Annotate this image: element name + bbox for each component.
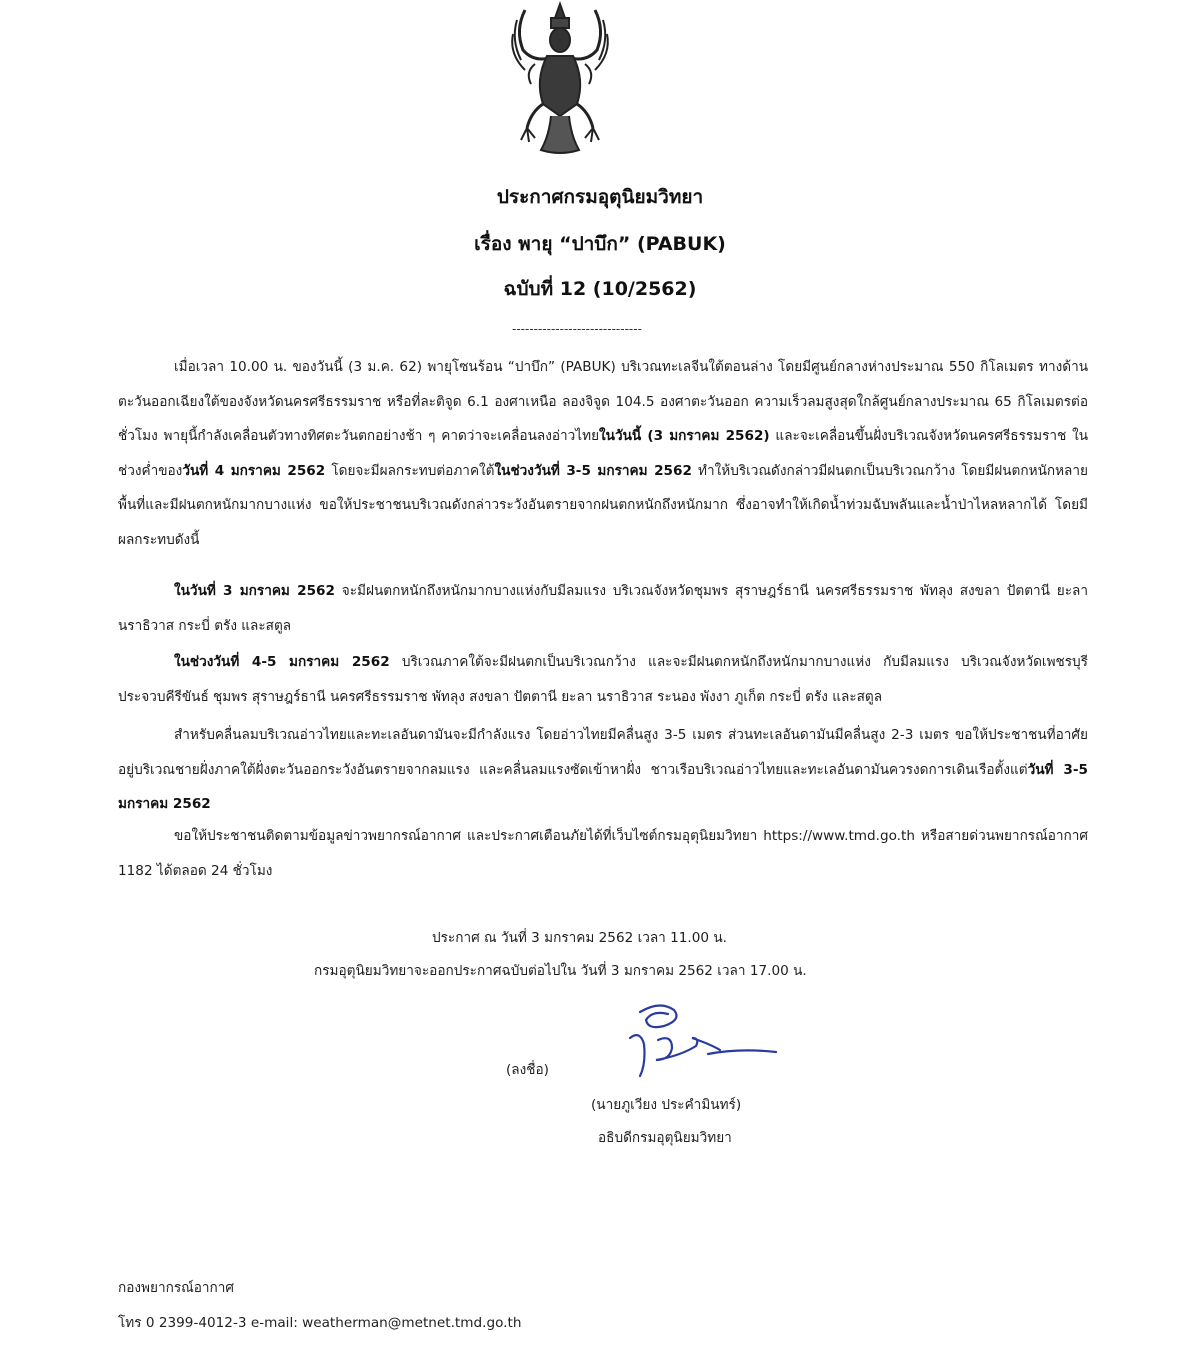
bold-segment: วันที่ 3-5 มกราคม 2562: [118, 761, 1088, 812]
text-segment: บริเวณภาคใต้จะมีฝนตกเป็นบริเวณกว้าง และจะมีฝนตกหนักถึงหนักมากบางแห่ง กับมีลมแรง บริเวณจังหวัดเพชรบุรี ประจวบคีรีขันธ์ ชุมพร สุราษฎร์ธานี นครศรีธรรมราช พัทลุง สงขลา ปัตตานี ยะลา นราธิวาส ระนอง พังงา ภูเก็ต กระบี่ ตรัง และสตูล: [118, 654, 1088, 705]
text-segment: โดยจะมีผลกระทบต่อภาคใต้: [325, 462, 495, 479]
bold-segment: ในวันนี้ (3 มกราคม 2562): [599, 428, 770, 444]
paragraph-jan-4-5-impact: [118, 645, 1088, 714]
text-segment: จะมีฝนตกหนักถึงหนักมากบางแห่งกับมีลมแรง บริเวณจังหวัดชุมพร สุราษฎร์ธานี นครศรีธรรมราช พัทลุง สงขลา ปัตตานี ยะลา นราธิวาส กระบี่ ตรัง และสตูล: [118, 583, 1088, 634]
bold-segment: ในวันที่ 3 มกราคม 2562: [174, 583, 335, 599]
text-segment: และจะเคลื่อนขึ้นฝั่งบริเวณจังหวัดนครศรีธรรมราช ในช่วงค่ำของ: [118, 428, 1088, 479]
bold-segment: ในช่วงวันที่ 4-5 มกราคม 2562: [174, 654, 390, 670]
document-subject: เรื่อง พายุ “ปาบึก” (PABUK): [474, 233, 726, 255]
footer-contact: โทร 0 2399-4012-3 e-mail: weatherman@metnet.tmd.go.th: [118, 1315, 522, 1331]
issue-number: ฉบับที่ 12 (10/2562): [503, 278, 697, 300]
paragraph-storm-status: [118, 350, 1088, 557]
signer-position: อธิบดีกรมอุตุนิยมวิทยา: [598, 1130, 732, 1146]
garuda-emblem-icon: [505, 0, 615, 158]
announcement-date: ประกาศ ณ วันที่ 3 มกราคม 2562 เวลา 11.00 น.: [432, 930, 727, 946]
text-segment: เมื่อเวลา 10.00 น. ของวันนี้ (3 ม.ค. 62) พายุโซนร้อน “ปาบึก” (PABUK) บริเวณทะเลจีนใต้ตอนล่าง โดยมีศูนย์กลางห่างประมาณ 550 กิโลเมตร ทางด้านตะวันออกเฉียงใต้ของจังหวัดนครศรีธรรมราช หรือที่ละติจูด 6.1 องศาเหนือ ลองจิจูด 104.5 องศาตะวันออก ความเร็วลมสูงสุดใกล้ศูนย์กลางประมาณ 65 กิโลเมตรต่อชั่วโมง พายุนี้กำลังเคลื่อนตัวทางทิศตะวันตกอย่างช้า ๆ คาดว่าจะเคลื่อนลงอ่าวไทย: [118, 359, 1088, 444]
document-title: ประกาศกรมอุตุนิยมวิทยา: [496, 186, 704, 208]
bold-segment: ในช่วงวันที่ 3-5 มกราคม 2562: [494, 462, 692, 479]
footer-department: กองพยากรณ์อากาศ: [118, 1280, 235, 1296]
divider-line: ------------------------------: [512, 322, 642, 336]
next-announcement: กรมอุตุนิยมวิทยาจะออกประกาศฉบับต่อไปใน วันที่ 3 มกราคม 2562 เวลา 17.00 น.: [314, 963, 807, 979]
handwritten-signature: [600, 1000, 800, 1080]
signer-name: (นายภูเวียง ประคำมินทร์): [591, 1097, 742, 1113]
paragraph-jan-3-impact: [118, 574, 1088, 643]
bold-segment: วันที่ 4 มกราคม 2562: [182, 462, 326, 479]
text-segment: ขอให้ประชาชนติดตามข้อมูลข่าวพยากรณ์อากาศ และประกาศเตือนภัยได้ที่เว็บไซต์กรมอุตุนิยมวิทยา https://www.tmd.go.th หรือสายด่วนพยากรณ์อากาศ 1182 ได้ตลอด 24 ชั่วโมง: [118, 828, 1088, 879]
paragraph-follow-updates: [118, 819, 1088, 888]
text-segment: สำหรับคลื่นลมบริเวณอ่าวไทยและทะเลอันดามันจะมีกำลังแรง โดยอ่าวไทยมีคลื่นสูง 3-5 เมตร ส่วนทะเลอันดามันมีคลื่นสูง 2-3 เมตร ขอให้ประชาชนที่อาศัยอยู่บริเวณชายฝั่งภาคใต้ฝั่งตะวันออกระวังอันตรายจากลมแรง และคลื่นลมแรงซัดเข้าหาฝั่ง ชาวเรือบริเวณอ่าวไทยและทะเลอันดามันควรงดการเดินเรือตั้งแต่: [118, 727, 1088, 778]
text-segment: ทำให้บริเวณดังกล่าวมีฝนตกเป็นบริเวณกว้าง โดยมีฝนตกหนักหลายพื้นที่และมีฝนตกหนักมากบางแห่ง ขอให้ประชาชนบริเวณดังกล่าวระวังอันตรายจากฝนตกหนักถึงหนักมาก ซึ่งอาจทำให้เกิดน้ำท่วมฉับพลันและน้ำป่าไหลหลากได้ โดยมีผลกระทบดังนี้: [118, 462, 1088, 548]
signature-label: (ลงชื่อ): [506, 1062, 549, 1078]
paragraph-sea-conditions: [118, 718, 1088, 822]
